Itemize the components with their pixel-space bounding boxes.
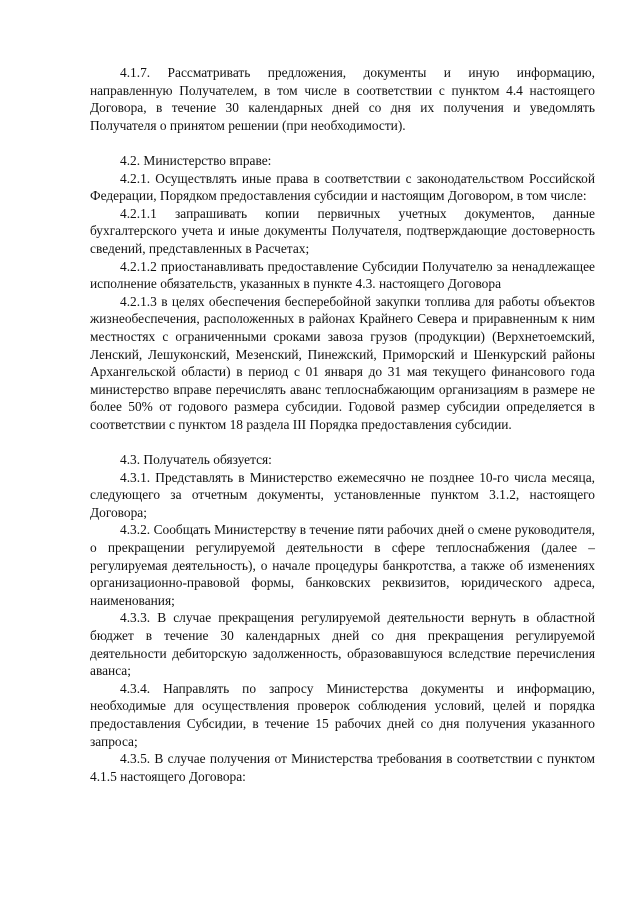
- paragraph-4-3-2: 4.3.2. Сообщать Министерству в течение пяти рабочих дней о смене руководителя, о прекращении регулируемой деятельности в сфере теплоснабжения (далее – регулируемая деятельность), о начале процедуры банкротства, а также об изменениях организационно-правовой формы, банковских реквизитов, юридического адреса, наименования;: [90, 522, 595, 608]
- paragraph-4-3-3: 4.3.3. В случае прекращения регулируемой деятельности вернуть в областной бюджет в течение 30 календарных дней со дня прекращения регулируемой деятельности дебиторскую задолженность, образовавшуюся вследствие перечисления аванса;: [90, 610, 595, 679]
- paragraph-gap: [90, 134, 595, 152]
- paragraph-4-2-1-3: 4.2.1.3 в целях обеспечения бесперебойной закупки топлива для работы объектов жизнеобеспечения, расположенных в районах Крайнего Севера и приравненным к ним местностях с ограниченными сроками завоза грузов (продукции) (Верхнетоемский, Ленский, Лешуконский, Мезенский, Пинежский, Приморский и Шенкурский районы Архангельской области) в период с 01 января до 31 мая текущего финансового года министерство вправе перечислять аванс теплоснабжающим организациям в размере не более 50% от годового размера субсидии. Годовой размер субсидии определяется в соответствии с пунктом 18 раздела III Порядка предоставления субсидии.: [90, 293, 595, 432]
- paragraph-4-3-5: 4.3.5. В случае получения от Министерства требования в соответствии с пунктом 4.1.5 настоящего Договора:: [90, 751, 595, 784]
- document-page: [90, 64, 595, 785]
- heading-4-2: 4.2. Министерство вправе:: [120, 152, 272, 168]
- paragraph-4-2-1: 4.2.1. Осуществлять иные права в соответствии с законодательством Российской Федерации, Порядком предоставления субсидии и настоящим Договором, в том числе:: [90, 170, 595, 204]
- paragraph-4-2-1-2: 4.2.1.2 приостанавливать предоставление Субсидии Получателю за ненадлежащее исполнение обязательств, указанных в пункте 4.3. настоящего Договора: [90, 258, 595, 292]
- heading-4-3: 4.3. Получатель обязуется:: [120, 452, 272, 468]
- paragraph-4-1-7: 4.1.7. Рассматривать предложения, документы и иную информацию, направленную Получателем, в том числе в соответствии с пунктом 4.4 настоящего Договора, в течение 30 календарных дней со дня их получения и уведомлять Получателя о принятом решении (при необходимости).: [90, 65, 595, 133]
- paragraph-gap: [90, 433, 595, 451]
- paragraph-4-3-1: 4.3.1. Представлять в Министерство ежемесячно не позднее 10-го числа месяца, следующего за отчетным документы, установленные пунктом 3.1.2, настоящего Договора;: [90, 469, 595, 520]
- paragraph-4-2-1-1: 4.2.1.1 запрашивать копии первичных учетных документов, данные бухгалтерского учета и иные документы Получателя, подтверждающие достоверность сведений, представленных в Расчетах;: [90, 205, 595, 256]
- paragraph-4-3-4: 4.3.4. Направлять по запросу Министерства документы и информацию, необходимые для осуществления проверок соблюдения условий, целей и порядка предоставления Субсидии, в течение 15 рабочих дней со дня получения указанного запроса;: [90, 680, 595, 749]
